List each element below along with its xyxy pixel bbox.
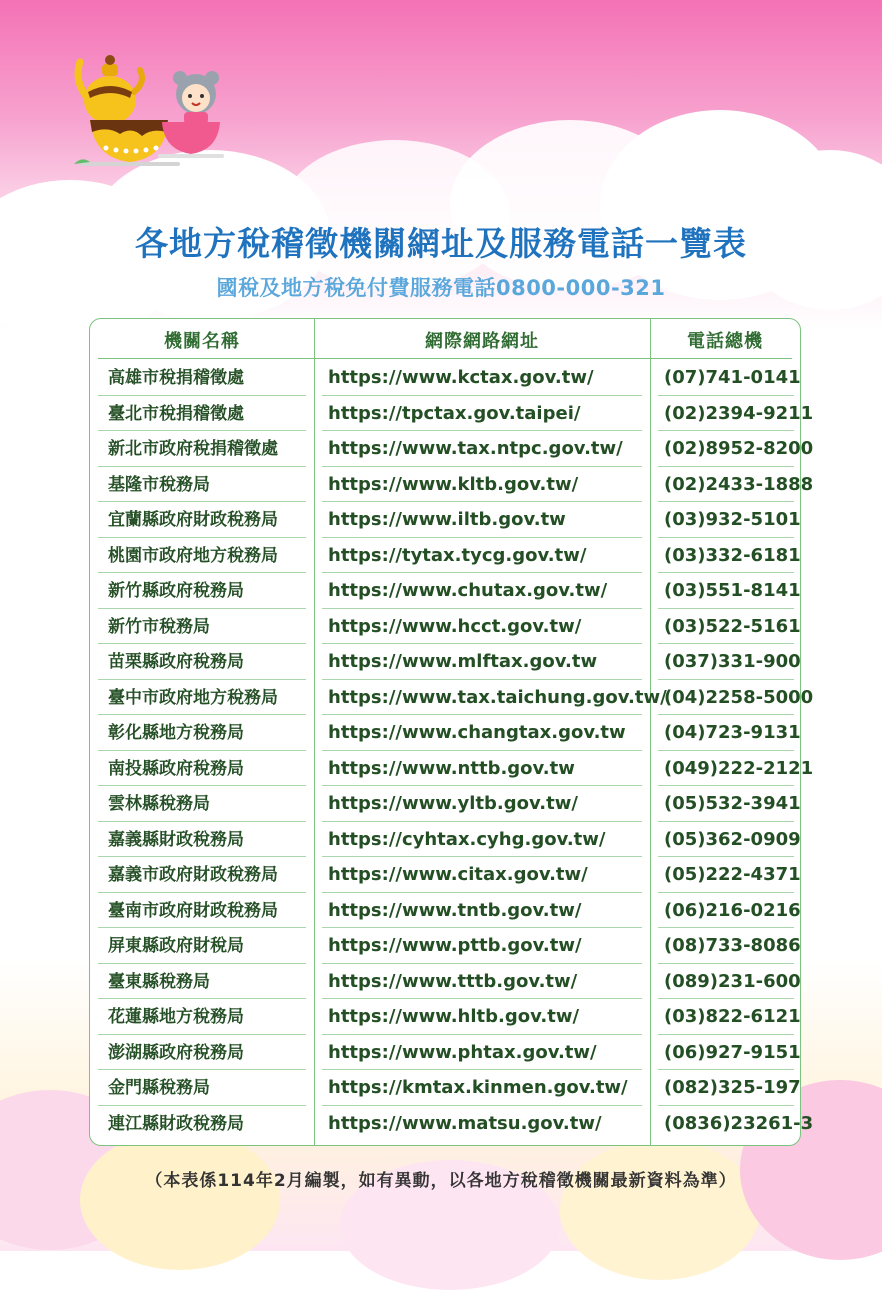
table-row [90, 396, 814, 432]
agency-phone: (089)231-600 [664, 970, 801, 992]
agency-phone: (02)8952-8200 [664, 438, 814, 459]
agency-website-link[interactable]: https://www.citax.gov.tw/ [328, 864, 588, 885]
agency-website-link[interactable]: https://www.chutax.gov.tw/ [328, 580, 608, 601]
header-phone: 電話總機 [687, 331, 763, 352]
agency-name: 宜蘭縣政府財政稅務局 [108, 510, 278, 530]
agency-phone: (03)932-5101 [664, 509, 801, 530]
footer-note: （本表係114年2月編製，如有異動，以各地方稅稽徵機關最新資料為準） [145, 1171, 737, 1191]
agency-phone: (03)822-6121 [664, 1006, 801, 1027]
table-row [90, 999, 800, 1035]
table-row [90, 964, 800, 1000]
header-website: 網際網路網址 [425, 331, 539, 352]
agency-website-link[interactable]: https://www.kctax.gov.tw/ [328, 367, 594, 388]
agency-website-link[interactable]: https://www.tntb.gov.tw/ [328, 899, 582, 921]
table-row [90, 467, 814, 503]
agency-phone: (03)522-5161 [664, 615, 801, 637]
agency-name: 高雄市稅捐稽徵處 [108, 368, 244, 388]
table-row [90, 751, 814, 787]
agency-website-link[interactable]: https://kmtax.kinmen.gov.tw/ [328, 1077, 628, 1098]
agency-name: 桃園市政府地方稅務局 [108, 545, 278, 566]
agency-phone: (07)741-0141 [664, 367, 801, 388]
agency-website-link[interactable]: https://www.kltb.gov.tw/ [328, 473, 579, 495]
agency-name: 臺中市政府地方稅務局 [108, 687, 278, 708]
agency-name: 金門縣稅務局 [108, 1078, 210, 1098]
agency-name: 彰化縣地方稅務局 [108, 723, 244, 743]
agency-name: 臺北市稅捐稽徵處 [108, 403, 244, 424]
table-row [90, 538, 800, 574]
agency-name: 臺東縣稅務局 [108, 971, 210, 992]
agency-website-link[interactable]: https://www.hltb.gov.tw/ [328, 1006, 580, 1027]
agency-name: 屏東縣政府財稅局 [108, 936, 244, 956]
page-subtitle: 國稅及地方稅免付費服務電話0800-000-321 [216, 276, 666, 300]
agency-name: 南投縣政府稅務局 [108, 758, 244, 779]
agency-phone: (05)362-0909 [664, 828, 801, 850]
agency-name: 嘉義縣財政稅務局 [108, 829, 244, 850]
agency-phone: (037)331-900 [664, 651, 801, 672]
table-row [90, 360, 800, 396]
agency-website-link[interactable]: https://www.matsu.gov.tw/ [328, 1112, 602, 1134]
agency-phone: (06)216-0216 [664, 899, 801, 921]
agency-phone: (05)222-4371 [664, 864, 801, 885]
agency-name: 嘉義市政府財政稅務局 [108, 865, 278, 885]
agency-name: 苗栗縣政府稅務局 [108, 652, 244, 672]
agency-phone: (049)222-2121 [664, 757, 814, 779]
table-row [90, 857, 800, 893]
table-row [90, 573, 800, 609]
agency-website-link[interactable]: https://www.tax.taichung.gov.tw/ [328, 686, 667, 708]
table-row [90, 1035, 800, 1071]
agency-website-link[interactable]: https://www.pttb.gov.tw/ [328, 935, 582, 956]
table-row [90, 609, 800, 645]
teacup-icon [160, 122, 222, 156]
agency-name: 基隆市稅務局 [108, 474, 210, 495]
agency-website-link[interactable]: https://www.hcct.gov.tw/ [328, 615, 582, 637]
agency-phone: (0836)23261-3 [664, 1112, 814, 1134]
agency-website-link[interactable]: https://cyhtax.cyhg.gov.tw/ [328, 828, 606, 850]
table-row [90, 1106, 814, 1142]
agency-name: 連江縣財政稅務局 [108, 1113, 244, 1134]
table-row [90, 644, 800, 680]
page-title: 各地方稅稽徵機關網址及服務電話一覽表 [135, 224, 747, 263]
table-row [90, 431, 814, 467]
agency-name: 花蓮縣地方稅務局 [108, 1007, 244, 1027]
agency-phone: (04)723-9131 [664, 722, 801, 743]
agency-website-link[interactable]: https://www.yltb.gov.tw/ [328, 793, 578, 814]
agency-website-link[interactable]: https://www.changtax.gov.tw [328, 722, 626, 743]
agency-phone: (03)332-6181 [664, 544, 801, 566]
bottom-cloud-decoration [80, 1130, 280, 1270]
header-agency: 機關名稱 [164, 331, 240, 352]
agency-name: 新竹市稅務局 [108, 616, 210, 637]
agency-name: 新北市政府稅捐稽徵處 [108, 439, 278, 459]
teatime-illustration [72, 40, 232, 180]
contact-table [89, 318, 814, 1146]
table-row [90, 786, 800, 822]
agency-phone: (02)2394-9211 [664, 402, 814, 424]
agency-phone: (08)733-8086 [664, 935, 801, 956]
agency-phone: (02)2433-1888 [664, 473, 814, 495]
agency-website-link[interactable]: https://tpctax.gov.taipei/ [328, 402, 581, 424]
table-row [90, 822, 800, 858]
agency-phone: (03)551-8141 [664, 580, 801, 601]
agency-website-link[interactable]: https://www.phtax.gov.tw/ [328, 1041, 597, 1063]
table-row [90, 715, 800, 751]
table-row [90, 928, 800, 964]
agency-name: 臺南市政府財政稅務局 [108, 900, 278, 921]
table-row [90, 680, 814, 716]
table-row [90, 893, 800, 929]
bottom-cloud-decoration [560, 1140, 760, 1280]
agency-name: 雲林縣稅務局 [108, 794, 210, 814]
agency-website-link[interactable]: https://www.tax.ntpc.gov.tw/ [328, 438, 623, 459]
agency-phone: (06)927-9151 [664, 1041, 801, 1063]
agency-phone: (082)325-197 [664, 1077, 801, 1098]
table-row [90, 502, 800, 538]
character-icon [173, 71, 219, 124]
table-row [90, 1070, 800, 1106]
agency-website-link[interactable]: https://www.tttb.gov.tw/ [328, 970, 578, 992]
agency-phone: (04)2258-5000 [664, 686, 814, 708]
agency-name: 新竹縣政府稅務局 [108, 581, 244, 601]
agency-website-link[interactable]: https://www.nttb.gov.tw [328, 757, 575, 779]
agency-phone: (05)532-3941 [664, 793, 801, 814]
agency-name: 澎湖縣政府稅務局 [108, 1042, 244, 1063]
agency-website-link[interactable]: https://www.mlftax.gov.tw [328, 651, 598, 672]
header-divider [98, 358, 792, 359]
agency-website-link[interactable]: https://tytax.tycg.gov.tw/ [328, 544, 587, 566]
table-header [90, 319, 800, 359]
agency-website-link[interactable]: https://www.iltb.gov.tw [328, 509, 566, 530]
teapot-icon [78, 55, 142, 124]
